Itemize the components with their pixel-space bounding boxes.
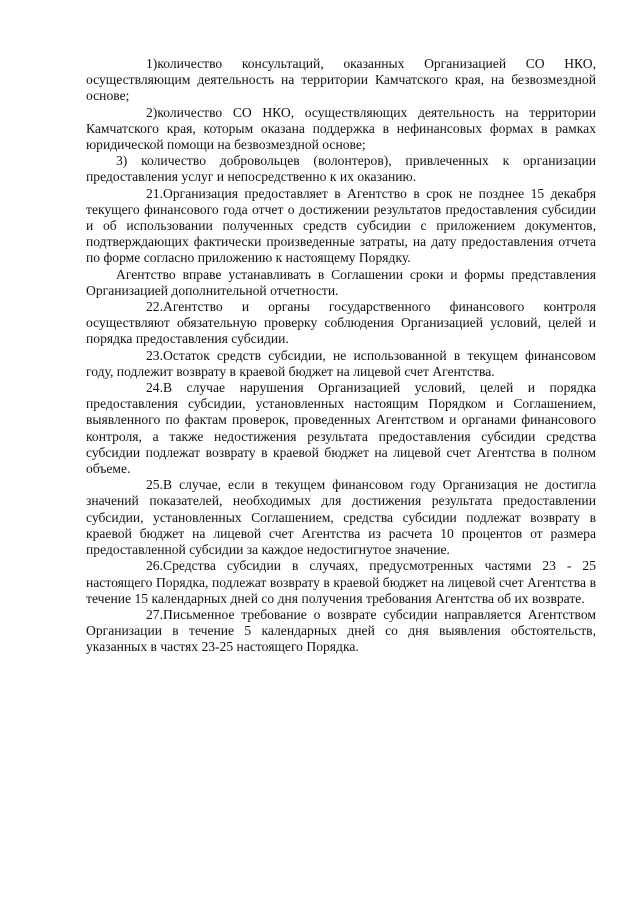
paragraph-text: В случае, если в текущем финансовом году Организация не достигла значений показателей, необходимых для достижения результата предоставлении субсидии, установленных Соглашением, средства субсидии подлежат возврату в краевой бюджет на лицевой счет Агентства из расчета 10 процентов от размера предоставленной субсидии за каждое недостигнутое значение. [86,477,596,558]
paragraph-number: 25. [146,477,163,493]
paragraph-21-continuation [86,267,596,299]
paragraph-text: Средства субсидии в случаях, предусмотренных частями 23 - 25 настоящего Порядка, подлежат возврату в краевой бюджет на лицевой счет Агентства в течение 15 календарных дней со дня получения требования Агентства об их возврате. [86,558,596,606]
paragraph-text: В случае нарушения Организацией условий, целей и порядка предоставления субсидии, установленных настоящим Порядком и Соглашением, выявленного по фактам проверок, проведенных Агентством и органами финансового контроля, а также недостижения результата предоставления субсидии средства субсидии подлежат возврату в краевой бюджет на лицевой счет Агентства в полном объеме. [86,380,596,477]
paragraph-text: Остаток средств субсидии, не использованной в текущем финансовом году, подлежит возврату в краевой бюджет на лицевой счет Агентства. [86,347,596,379]
paragraph-item-2 [86,105,596,154]
paragraph-number: 26. [146,558,163,574]
paragraph-item-1 [86,56,596,105]
paragraph-number: 22. [146,299,163,315]
paragraph-text: 3) количество добровольцев (волонтеров), привлеченных к организации предоставления услуг и непосредственно к их оказанию. [86,153,596,185]
paragraph-22 [86,299,596,348]
paragraph-number: 24. [146,380,163,396]
paragraph-item-3 [86,153,596,185]
paragraph-25 [86,477,596,558]
paragraph-number: 21. [146,185,163,201]
paragraph-text: Организация предоставляет в Агентство в срок не позднее 15 декабря текущего финансового года отчет о достижении результатов предоставления субсидии и об использовании полученных средств субсидии с приложением документов, подтверждающих фактически произведенные затраты, на дату предоставления отчета по форме согласно приложению к настоящему Порядку. [86,185,596,266]
paragraph-text: Письменное требование о возврате субсидии направляется Агентством Организации в течение 5 календарных дней со дня выявления обстоятельств, указанных в частях 23-25 настоящего Порядка. [86,606,596,655]
paragraph-text: Агентство и органы государственного финансового контроля осуществляют обязательную проверку соблюдения Организацией условий, целей и порядка предоставления субсидии. [86,299,596,347]
paragraph-21 [86,186,596,267]
paragraph-text: количество консультаций, оказанных Организацией СО НКО, осуществляющим деятельность на территории Камчатского края, на безвозмездной основе; [86,56,596,104]
paragraph-number: 2) [146,104,158,120]
paragraph-number: 1) [146,56,158,71]
paragraph-text: количество СО НКО, осуществляющих деятельность на территории Камчатского края, которым оказана поддержка в нефинансовых формах в рамках юридической помощи на безвозмездной основе; [86,104,596,153]
paragraph-24 [86,380,596,477]
paragraph-text: Агентство вправе устанавливать в Соглашении сроки и формы представления Организацией дополнительной отчетности. [86,266,596,298]
paragraph-23 [86,348,596,380]
paragraph-number: 27. [146,606,163,622]
paragraph-26 [86,558,596,607]
paragraph-number: 23. [146,347,163,363]
paragraph-27 [86,607,596,656]
